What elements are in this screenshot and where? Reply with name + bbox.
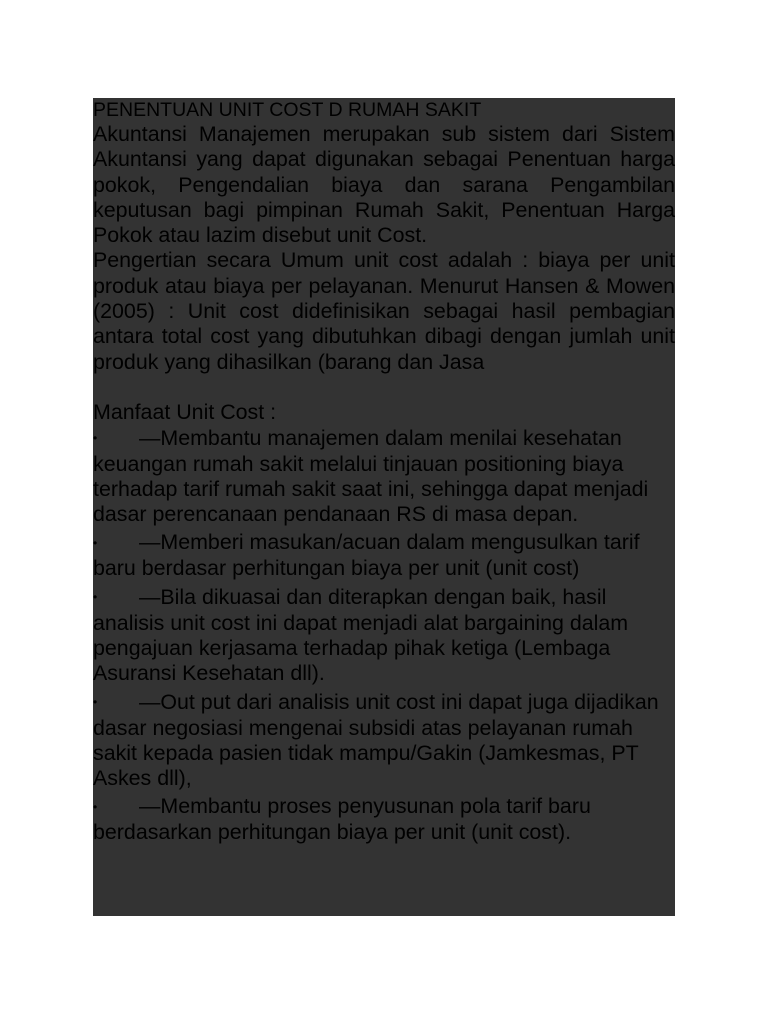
bullet-dot-icon: • [93,431,98,446]
bullet-text: —Membantu proses penyusunan pola tarif baru berdasarkan perhitungan biaya per unit (unit cost). [93,794,591,845]
bullet-item [93,690,675,792]
bullet-item [93,585,675,687]
slide-text-panel [93,98,675,916]
paragraph-pengertian-unit-cost: Pengertian secara Umum unit cost adalah : biaya per unit produk atau biaya per pelayanan. Menurut Hansen & Mowen (2005) : Unit cost didefinisikan sebagai hasil pembagian antara total cost yang dibutuhkan dibagi dengan jumlah unit produk yang dihasilkan (barang dan Jasa [93,248,675,374]
bullet-text: —Bila dikuasai dan diterapkan dengan baik, hasil analisis unit cost ini dapat menjadi alat bargaining dalam pengajuan kerjasama terhadap pihak ketiga (Lembaga Asuransi Kesehatan dll). [93,584,629,686]
section-heading-manfaat: Manfaat Unit Cost : [93,400,277,425]
bullet-dot-icon: • [93,800,98,815]
blank-line [93,375,675,400]
bullet-dot-icon: • [93,695,98,710]
paragraph-akuntansi-manajemen: Akuntansi Manajemen merupakan sub sistem dari Sistem Akuntansi yang dapat digunakan sebagai Penentuan harga pokok, Pengendalian biaya dan sarana Pengambilan keputusan bagi pimpinan Rumah Sakit, Penentuan Harga Pokok atau lazim disebut unit Cost. [93,122,675,248]
bullet-item [93,426,675,528]
bullet-text: —Membantu manajemen dalam menilai kesehatan keuangan rumah sakit melalui tinjauan positioning biaya terhadap tarif rumah sakit saat ini, sehingga dapat menjadi dasar perencanaan pendanaan RS di masa depan. [93,425,649,527]
bullet-dot-icon: • [93,590,98,605]
bullet-item [93,794,675,845]
bullet-text: —Memberi masukan/acuan dalam mengusulkan tarif baru berdasar perhitungan biaya per unit (unit cost) [93,530,640,581]
bullet-item [93,530,675,581]
bullet-text: —Out put dari analisis unit cost ini dapat juga dijadikan dasar negosiasi mengenai subsidi atas pelayanan rumah sakit kepada pasien tidak mampu/Gakin (Jamkesmas, PT Askes dll), [93,689,659,791]
document-title: PENENTUAN UNIT COST D RUMAH SAKIT [93,99,482,121]
bullet-dot-icon: • [93,536,98,551]
